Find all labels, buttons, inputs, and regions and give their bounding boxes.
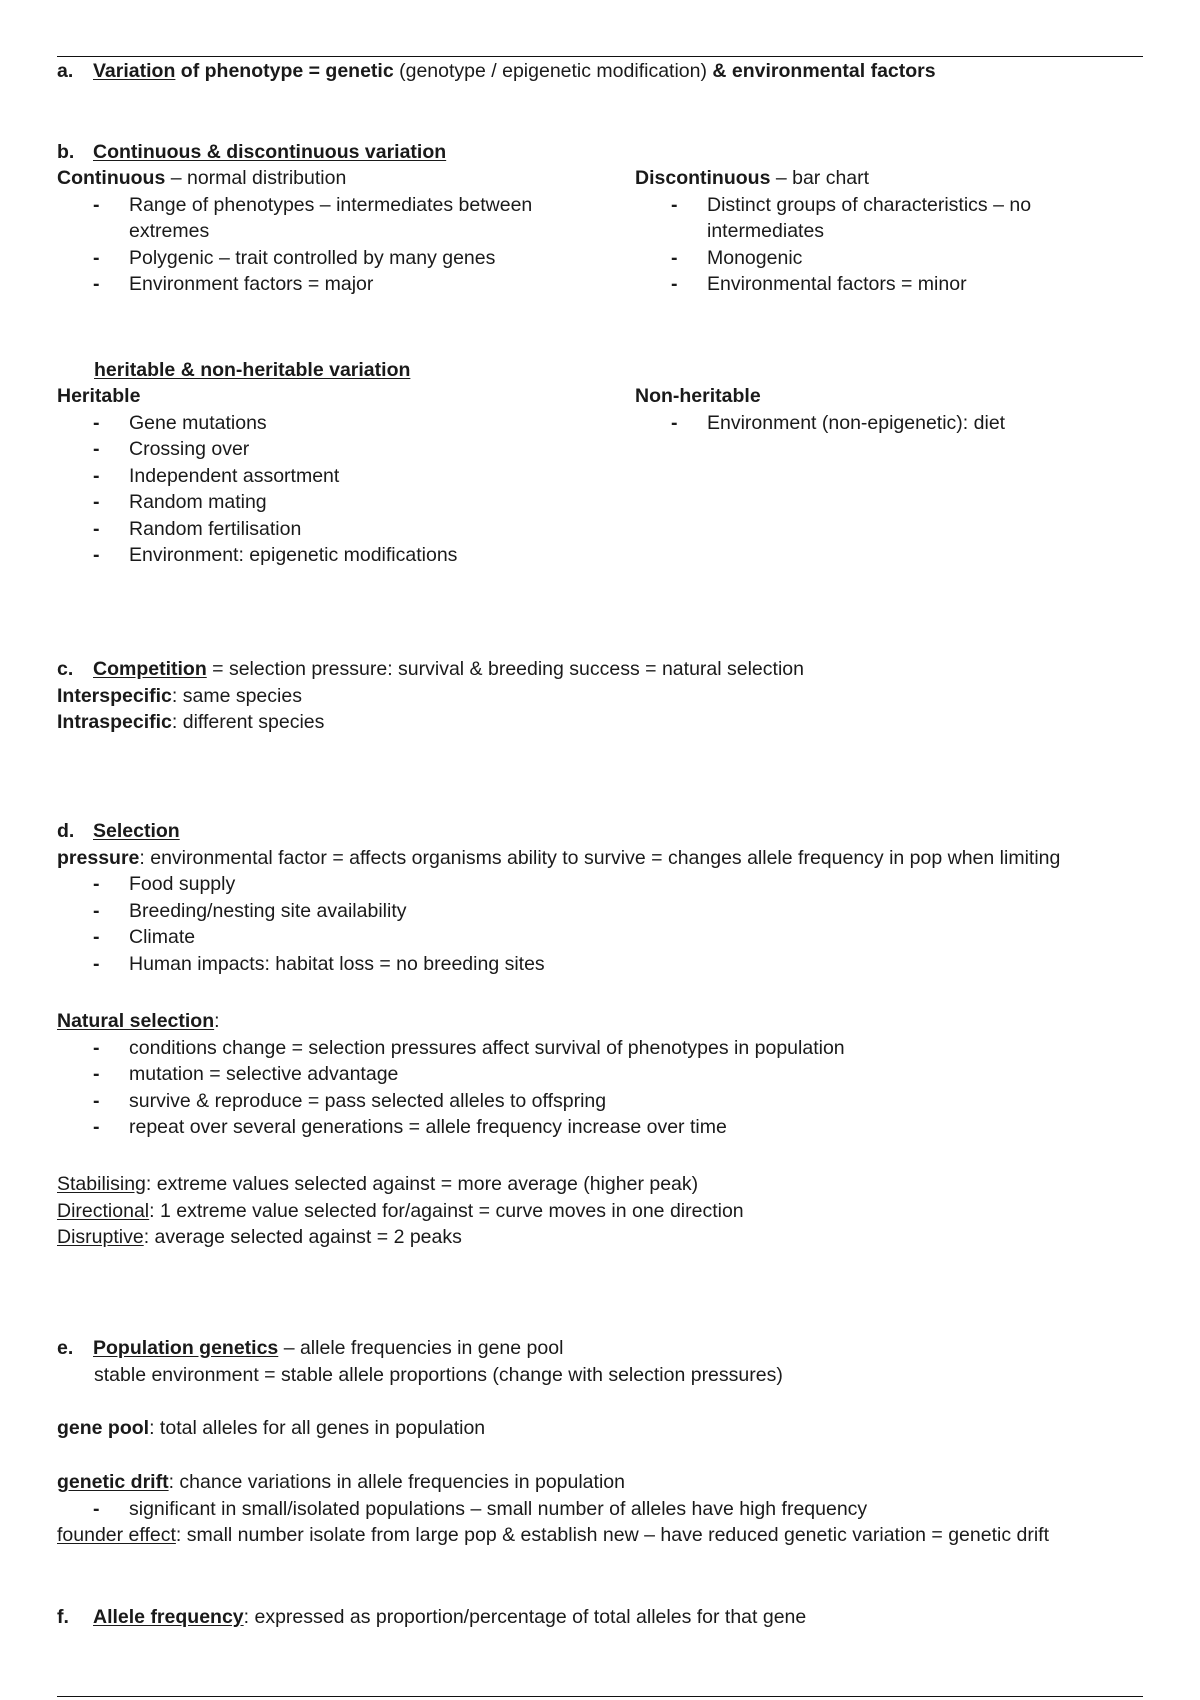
section-a-text: (genotype / epigenetic modification) <box>393 60 713 82</box>
founder-effect-label: founder effect <box>57 1524 176 1546</box>
directional-text: : 1 extreme value selected for/against = curve moves in one direction <box>149 1199 744 1222</box>
section-c <box>57 656 804 736</box>
list-item: - Food supply <box>57 871 1060 898</box>
list-item: - mutation = selective advantage <box>57 1061 845 1088</box>
non-heritable-column <box>635 383 1105 436</box>
list-item: - Environment (non-epigenetic): diet <box>635 410 1105 437</box>
list-item: - significant in small/isolated populations – small number of alleles have high frequency <box>57 1496 1049 1523</box>
section-a-line <box>57 58 936 85</box>
interspecific-text: : same species <box>171 684 302 707</box>
disruptive-line <box>57 1224 744 1251</box>
natural-selection-list <box>57 1035 845 1141</box>
genetic-drift-list <box>57 1496 1049 1523</box>
section-e-heading-rest: – allele frequencies in gene pool <box>278 1337 564 1359</box>
continuous-title: Continuous <box>57 167 166 189</box>
list-item: - Independent assortment <box>57 463 577 490</box>
natural-selection-label: Natural selection <box>57 1010 215 1032</box>
natural-selection-block <box>57 1008 845 1141</box>
list-item: - Random fertilisation <box>57 516 577 543</box>
top-rule <box>57 56 1143 57</box>
section-a-tail: & environmental factors <box>712 60 936 82</box>
heritable-heading: heritable & non-heritable variation <box>94 359 411 381</box>
founder-effect-text: : small number isolate from large pop & establish new – have reduced genetic variation = genetic drift <box>175 1524 1050 1546</box>
natural-selection-colon: : <box>214 1010 220 1032</box>
gene-pool-block <box>57 1415 485 1442</box>
list-item: - Human impacts: habitat loss = no breeding sites <box>57 951 1060 978</box>
section-a-heading: Variation <box>93 60 176 82</box>
selection-types-block <box>57 1171 744 1251</box>
section-c-heading-line <box>57 656 804 683</box>
section-e-subline: stable environment = stable allele proportions (change with selection pressures) <box>94 1363 783 1386</box>
section-e-heading-line <box>57 1335 783 1362</box>
list-item: - Crossing over <box>57 436 577 463</box>
list-item: - Breeding/nesting site availability <box>57 898 1060 925</box>
list-item: - conditions change = selection pressures affect survival of phenotypes in population <box>57 1035 845 1062</box>
list-item: - Random mating <box>57 489 577 516</box>
continuous-list <box>57 192 577 298</box>
intraspecific-text: : different species <box>171 711 325 733</box>
continuous-title-line <box>57 165 577 192</box>
disruptive-label: Disruptive <box>57 1226 144 1248</box>
genetic-drift-block <box>57 1469 1049 1549</box>
stabilising-line <box>57 1171 744 1198</box>
pressure-line <box>57 845 1060 872</box>
list-item: - Distinct groups of characteristics – no intermediates <box>635 192 1105 245</box>
discontinuous-list <box>635 192 1105 298</box>
section-a-heading-rest: of phenotype = genetic <box>175 60 394 82</box>
list-item: - Gene mutations <box>57 410 577 437</box>
section-d-heading-line <box>57 818 1060 845</box>
heritable-title: Heritable <box>57 385 141 407</box>
discontinuous-title-line <box>635 165 1105 192</box>
section-c-heading: Competition <box>93 658 207 680</box>
genetic-drift-text: : chance variations in allele frequencies in population <box>168 1471 625 1493</box>
gene-pool-label: gene pool <box>57 1417 150 1439</box>
section-f-heading: Allele frequency <box>93 1606 244 1628</box>
section-f <box>57 1604 806 1631</box>
section-a-number: a. <box>57 60 74 82</box>
section-d-heading: Selection <box>93 820 180 842</box>
continuous-title-rest: – normal distribution <box>165 167 347 189</box>
genetic-drift-label: genetic drift <box>57 1471 169 1493</box>
heritable-list <box>57 410 577 569</box>
section-d-number: d. <box>57 820 75 842</box>
discontinuous-title: Discontinuous <box>635 167 771 189</box>
heritable-heading-line <box>57 357 410 384</box>
natural-selection-title-line <box>57 1008 845 1035</box>
section-b-number: b. <box>57 141 75 163</box>
heritable-column <box>57 383 577 569</box>
directional-line <box>57 1198 744 1225</box>
non-heritable-list <box>635 410 1105 437</box>
list-item: - Environmental factors = minor <box>635 271 1105 298</box>
heritable-heading-block <box>57 357 410 384</box>
section-e <box>57 1335 783 1388</box>
list-item: - survive & reproduce = pass selected alleles to offspring <box>57 1088 845 1115</box>
genetic-drift-line <box>57 1469 1049 1496</box>
section-e-heading: Population genetics <box>93 1337 279 1359</box>
discontinuous-column <box>635 165 1105 298</box>
discontinuous-title-rest: – bar chart <box>770 167 870 189</box>
list-item: - repeat over several generations = allele frequency increase over time <box>57 1114 845 1141</box>
intraspecific-label: Intraspecific <box>57 711 172 733</box>
stabilising-text: : extreme values selected against = more average (higher peak) <box>145 1173 699 1195</box>
list-item: - Environment: epigenetic modifications <box>57 542 577 569</box>
section-c-number: c. <box>57 658 74 680</box>
section-c-heading-rest: = selection pressure: survival & breeding success = natural selection <box>206 658 804 680</box>
section-f-heading-rest: : expressed as proportion/percentage of total alleles for that gene <box>243 1606 807 1628</box>
section-e-number: e. <box>57 1337 74 1359</box>
continuous-column <box>57 165 577 298</box>
non-heritable-title: Non-heritable <box>635 385 761 407</box>
list-item: - Polygenic – trait controlled by many genes <box>57 245 577 272</box>
gene-pool-line <box>57 1415 485 1442</box>
pressure-label: pressure <box>57 846 140 869</box>
gene-pool-text: : total alleles for all genes in population <box>149 1417 486 1439</box>
interspecific-line <box>57 683 804 710</box>
intraspecific-line <box>57 709 804 736</box>
bottom-rule <box>57 1696 1143 1697</box>
section-b <box>57 139 446 166</box>
section-a <box>57 58 936 85</box>
disruptive-text: : average selected against = 2 peaks <box>143 1226 462 1248</box>
section-d <box>57 818 1060 977</box>
list-item: - Environment factors = major <box>57 271 577 298</box>
directional-label: Directional <box>57 1199 150 1222</box>
interspecific-label: Interspecific <box>57 684 172 707</box>
stabilising-label: Stabilising <box>57 1173 146 1195</box>
pressure-list <box>57 871 1060 977</box>
pressure-text: : environmental factor = affects organisms ability to survive = changes allele frequency in pop when limiting <box>139 846 1061 869</box>
section-b-heading: Continuous & discontinuous variation <box>93 141 447 163</box>
founder-effect-line <box>57 1522 1049 1549</box>
section-f-number: f. <box>57 1606 69 1628</box>
list-item: - Monogenic <box>635 245 1105 272</box>
list-item: - Range of phenotypes – intermediates between extremes <box>57 192 577 245</box>
section-f-heading-line <box>57 1604 806 1631</box>
list-item: - Climate <box>57 924 1060 951</box>
section-b-heading-line <box>57 139 446 166</box>
